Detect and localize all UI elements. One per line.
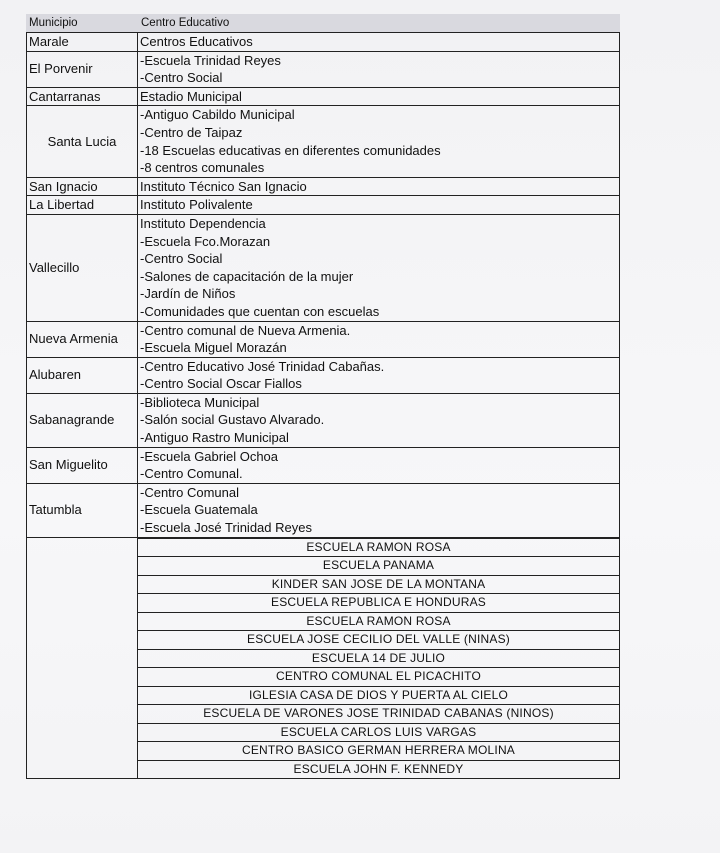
centro-item: -Escuela Trinidad Reyes [140,52,281,68]
centro-cell [138,483,620,537]
centro-item: -Salón social Gustavo Alvarado. [140,412,325,428]
centro-item: Estadio Municipal [140,88,242,104]
centro-item: -Comunidades que cuentan con escuelas [140,303,380,319]
centro-item: -Biblioteca Municipal [140,394,260,410]
school-cell: IGLESIA CASA DE DIOS Y PUERTA AL CIELO [138,686,620,705]
school-cell: CENTRO BASICO GERMAN HERRERA MOLINA [138,742,620,761]
table-row [27,483,620,537]
school-cell: ESCUELA DE VARONES JOSE TRINIDAD CABANAS (NINOS) [138,705,620,724]
municipio-cell: Alubaren [27,357,138,393]
table-row [27,447,620,483]
centro-cell [138,214,620,321]
centro-cell [138,33,620,52]
centro-item: -Centro de Taipaz [140,124,243,140]
centro-item: -Centro Social Oscar Fiallos [140,376,302,392]
centro-cell [138,393,620,447]
school-cell: CENTRO COMUNAL EL PICACHITO [138,668,620,687]
centro-item: -Centro Social [140,70,223,86]
municipio-cell: Santa Lucia [27,106,138,177]
centro-item: -Centro Educativo José Trinidad Cabañas. [140,358,385,374]
school-cell: ESCUELA RAMON ROSA [138,612,620,631]
table-row [27,33,620,52]
table-header [26,14,620,32]
centro-item: -Centro Social [140,251,223,267]
centro-item: Instituto Técnico San Ignacio [140,178,307,194]
centro-item: -Jardín de Niños [140,286,236,302]
school-cell: ESCUELA 14 DE JULIO [138,649,620,668]
municipio-cell: Tatumbla [27,483,138,537]
header-municipio: Municipio [29,17,78,29]
centro-item: -Escuela José Trinidad Reyes [140,520,312,536]
document-table-area [26,14,620,779]
municipio-cell: Sabanagrande [27,393,138,447]
table-row [27,393,620,447]
school-cell: ESCUELA CARLOS LUIS VARGAS [138,723,620,742]
empty-municipio-cell [27,538,138,779]
table-row [27,321,620,357]
municipio-cell: La Libertad [27,196,138,215]
municipio-cell: El Porvenir [27,51,138,87]
centro-item: -Antiguo Cabildo Municipal [140,107,295,123]
centro-cell [138,447,620,483]
centro-item: -8 centros comunales [140,160,265,176]
municipio-cell: Vallecillo [27,214,138,321]
table-row [27,357,620,393]
header-centro-educativo: Centro Educativo [141,17,230,29]
table-row [27,106,620,177]
municipio-cell: San Ignacio [27,177,138,196]
centro-item: -Centro Comunal. [140,466,243,482]
centro-item: Instituto Polivalente [140,197,253,213]
centro-item: -Antiguo Rastro Municipal [140,430,289,446]
municipio-cell: San Miguelito [27,447,138,483]
centro-item: Instituto Dependencia [140,215,266,231]
centro-item: -Salones de capacitación de la mujer [140,268,354,284]
centro-item: -Escuela Fco.Morazan [140,233,271,249]
centro-item: -Centro comunal de Nueva Armenia. [140,322,351,338]
table-row [27,196,620,215]
centro-cell [138,357,620,393]
centro-cell [138,106,620,177]
school-cell: ESCUELA JOHN F. KENNEDY [138,760,620,779]
table-row [27,177,620,196]
school-cell: KINDER SAN JOSE DE LA MONTANA [138,575,620,594]
centro-cell [138,51,620,87]
school-row [27,538,620,557]
table-row [27,87,620,106]
schools-table [26,538,620,780]
centro-cell [138,321,620,357]
centro-cell [138,177,620,196]
municipio-cell: Cantarranas [27,87,138,106]
centro-item: -Escuela Miguel Morazán [140,340,287,356]
school-cell: ESCUELA PANAMA [138,557,620,576]
school-cell: ESCUELA JOSE CECILIO DEL VALLE (NINAS) [138,631,620,650]
centro-item: -Escuela Gabriel Ochoa [140,448,279,464]
centro-item: -Centro Comunal [140,484,239,500]
centro-cell [138,87,620,106]
centro-item: -Escuela Guatemala [140,502,258,518]
municipio-cell: Nueva Armenia [27,321,138,357]
school-cell: ESCUELA REPUBLICA E HONDURAS [138,594,620,613]
school-cell: ESCUELA RAMON ROSA [138,538,620,557]
centro-item: Centros Educativos [140,34,253,49]
table-row [27,214,620,321]
municipio-table [26,32,620,538]
centro-cell [138,196,620,215]
municipio-cell: Marale [27,33,138,52]
table-row [27,51,620,87]
centro-item: -18 Escuelas educativas en diferentes comunidades [140,142,441,158]
